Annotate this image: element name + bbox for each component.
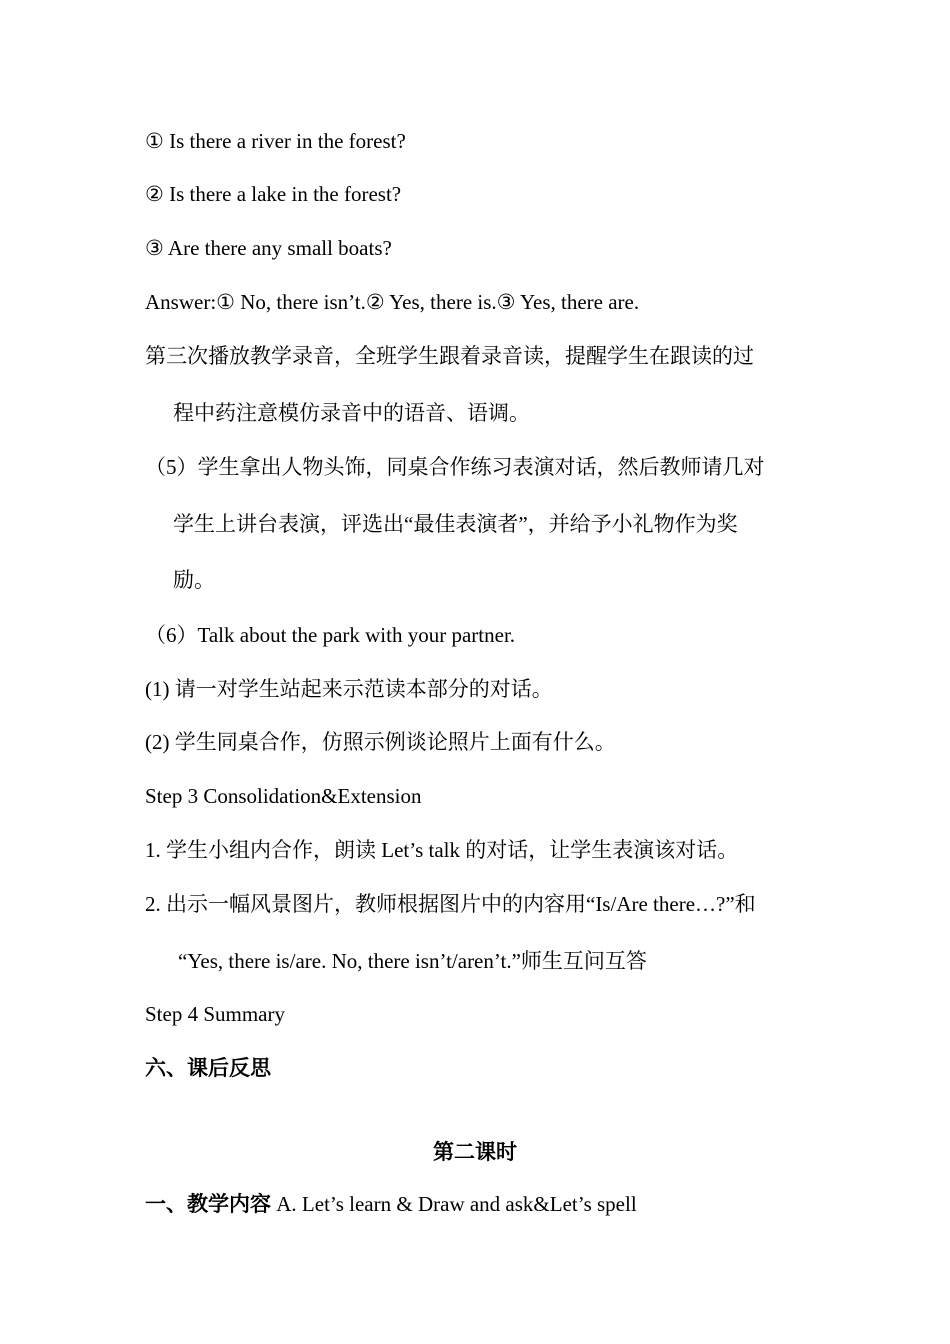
question-3: ③ Are there any small boats? <box>145 236 392 260</box>
sub-item-2: (2) 学生同桌合作，仿照示例谈论照片上面有什么。 <box>145 730 616 754</box>
numbered-item-2-line-1: 2. 出示一幅风景图片，教师根据图片中的内容用“Is/Are there…?”和 <box>145 892 756 916</box>
step6-line: （6）Talk about the park with your partner. <box>145 623 516 647</box>
third-play-line-1: 第三次播放教学录音，全班学生跟着录音读，提醒学生在跟读的过 <box>145 344 754 368</box>
numbered-item-1: 1. 学生小组内合作，朗读 Let’s talk 的对话，让学生表演该对话。 <box>145 838 739 862</box>
step3-heading: Step 3 Consolidation&Extension <box>145 784 422 808</box>
section-1-line <box>145 1194 637 1215</box>
third-play-line-2: 程中药注意模仿录音中的语音、语调。 <box>173 401 530 425</box>
lesson-title: 第二课时 <box>433 1140 517 1164</box>
question-2: ② Is there a lake in the forest? <box>145 182 402 206</box>
step5-line-1: （5）学生拿出人物头饰，同桌合作练习表演对话，然后教师请几对 <box>145 455 765 479</box>
step5-line-2: 学生上讲台表演，评选出“最佳表演者”，并给予小礼物作为奖 <box>173 512 738 536</box>
question-1: ① Is there a river in the forest? <box>145 129 406 153</box>
numbered-item-2-line-2: “Yes, there is/are. No, there isn’t/aren’t.”师生互问互答 <box>178 949 647 973</box>
answer-line: Answer:① No, there isn’t.② Yes, there is.③ Yes, there are. <box>145 290 640 314</box>
section-6-heading: 六、课后反思 <box>145 1056 271 1080</box>
step5-line-3: 励。 <box>173 568 215 592</box>
sub-item-1: (1) 请一对学生站起来示范读本部分的对话。 <box>145 677 553 701</box>
section-1-text: A. Let’s learn & Draw and ask&Let’s spell <box>271 1192 637 1216</box>
step4-heading: Step 4 Summary <box>145 1002 285 1026</box>
section-1-label: 一、教学内容 <box>145 1192 271 1216</box>
